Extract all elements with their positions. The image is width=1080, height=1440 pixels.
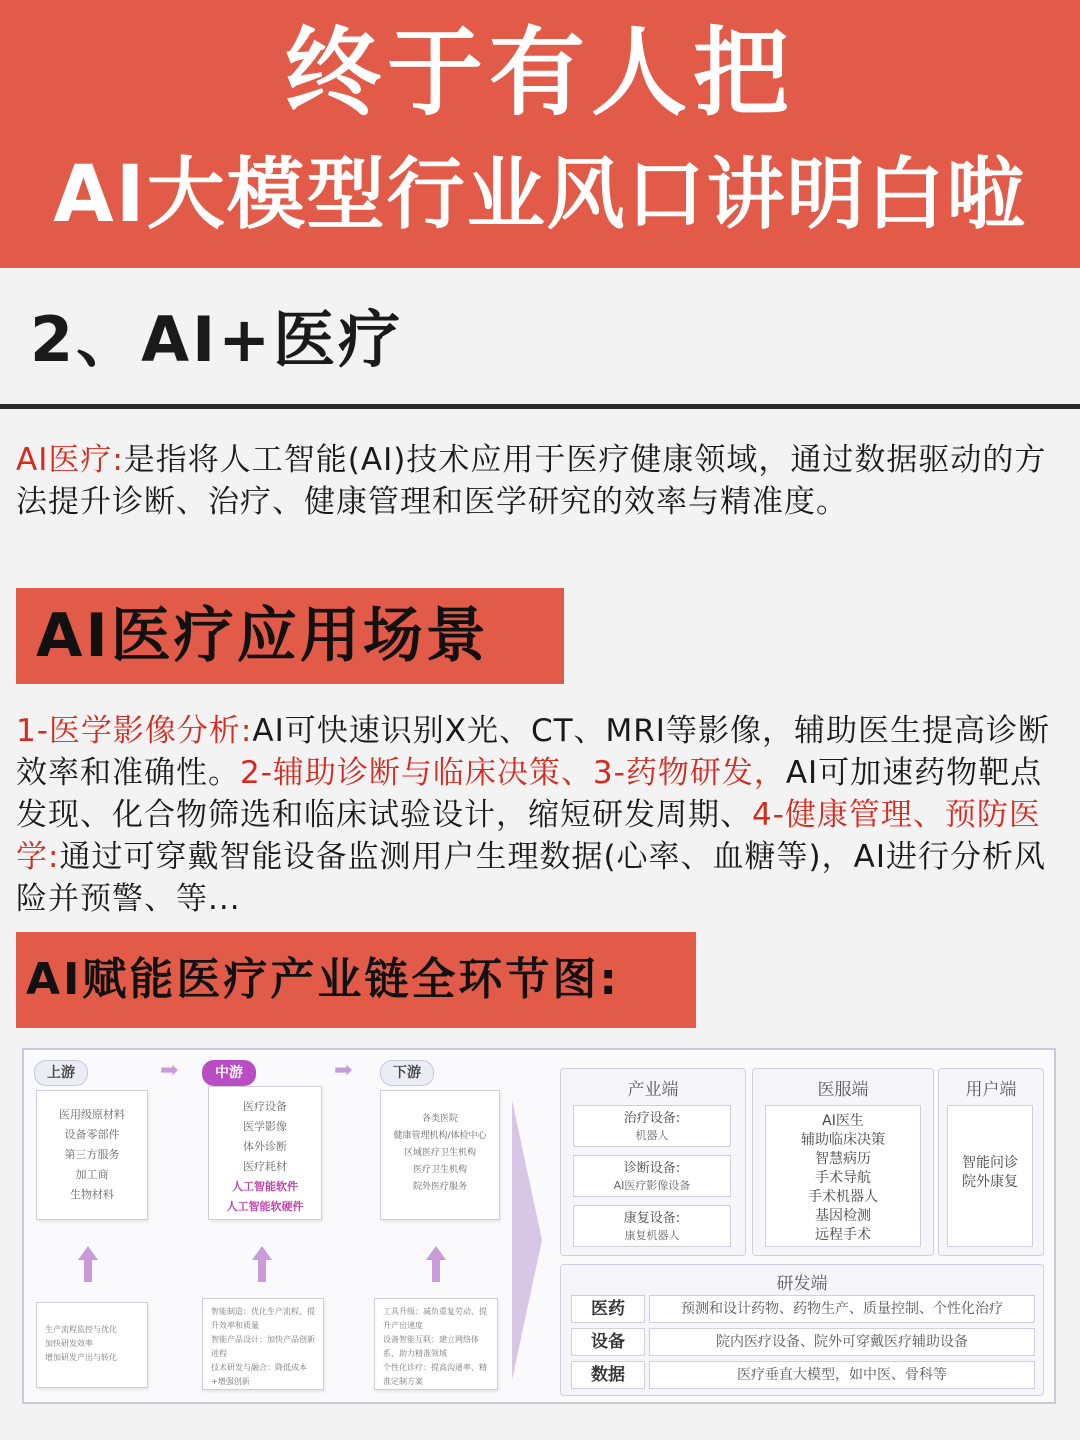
upstream-item: 加工商 — [75, 1168, 109, 1181]
arrow-right-icon: ➡ — [160, 1058, 179, 1083]
banner-title-line2: AI大模型行业风口讲明白啦 — [53, 150, 1027, 240]
arrow-up-icon — [78, 1246, 98, 1260]
downstream-item: 医疗卫生机构 — [412, 1165, 467, 1175]
midstream-box — [208, 1086, 322, 1220]
medical-box — [765, 1105, 921, 1247]
upstream-benefit: 生产流程监控与优化 — [45, 1325, 117, 1334]
downstream-item: 院外医疗服务 — [412, 1182, 467, 1192]
rd-panel — [560, 1264, 1044, 1396]
scenario-2-3-label: 2-辅助诊断与临床决策、3-药物研发， — [240, 755, 786, 791]
medical-title: 医服端 — [817, 1080, 869, 1100]
upstream-box — [36, 1090, 148, 1220]
rd-row-label: 医药 — [571, 1295, 645, 1323]
midstream-benefit: 技术研发与融合：降低成本+增强创新 — [211, 1363, 307, 1386]
midstream-benefit-box — [202, 1298, 324, 1390]
industry-box — [573, 1105, 731, 1147]
industry-box-detail: 机器人 — [635, 1129, 669, 1142]
rd-row-label: 设备 — [571, 1328, 645, 1356]
industry-box — [573, 1155, 731, 1197]
midstream-benefit: 智能产品设计：加快产品创新进程 — [211, 1335, 315, 1358]
rd-row-text: 院内医疗设备、院外可穿戴医疗辅助设备 — [649, 1328, 1035, 1356]
downstream-box — [380, 1090, 500, 1220]
industry-box-detail: 康复机器人 — [624, 1229, 680, 1242]
downstream-benefit-box — [374, 1298, 498, 1390]
medical-item: 智慧病历 — [815, 1151, 871, 1167]
user-panel — [938, 1068, 1044, 1256]
downstream-benefit: 工具升级：减负重复劳动、提升产出速度 — [383, 1307, 487, 1330]
chevron-right-icon — [512, 1100, 542, 1380]
upstream-benefit-box — [36, 1302, 148, 1388]
medical-item: AI医生 — [822, 1113, 864, 1129]
user-box — [947, 1105, 1033, 1247]
arrow-up-shaft — [258, 1260, 266, 1282]
arrow-up-icon — [426, 1246, 446, 1260]
industry-title: 产业端 — [627, 1080, 679, 1100]
upstream-item: 设备零部件 — [64, 1128, 120, 1141]
arrow-right-icon: ➡ — [334, 1058, 353, 1083]
downstream-item: 各类医院 — [421, 1114, 458, 1124]
intro-text: 是指将人工智能(AI)技术应用于医疗健康领域，通过数据驱动的方法提升诊断、治疗、健康管理和医学研究的效率与精准度。 — [16, 442, 1047, 520]
downstream-item: 健康管理机构/体检中心 — [393, 1131, 487, 1141]
scenario-4-text: 通过可穿戴智能设备监测用户生理数据(心率、血糖等)，AI进行分析风险并预警、等... — [16, 839, 1046, 917]
medical-panel — [752, 1068, 934, 1256]
section-title: 2、AI+医疗 — [30, 303, 404, 376]
upstream-item: 生物材料 — [70, 1188, 114, 1201]
upstream-label: 上游 — [34, 1060, 88, 1086]
arrow-up-shaft — [432, 1260, 440, 1282]
industry-box-detail: AI医疗影像设备 — [613, 1179, 691, 1192]
upstream-item: 第三方服务 — [64, 1148, 120, 1161]
midstream-label: 中游 — [202, 1060, 256, 1086]
industry-box-title: 治疗设备: — [623, 1111, 681, 1126]
downstream-benefit: 个性化诊疗：提高沟通率、精准定制方案 — [383, 1363, 487, 1386]
industry-box — [573, 1205, 731, 1247]
rd-row-text: 预测和设计药物、药物生产、质量控制、个性化治疗 — [649, 1295, 1035, 1323]
arrow-up-icon — [252, 1246, 272, 1260]
upstream-item: 医用级原材料 — [59, 1108, 125, 1121]
downstream-benefit: 设备智能互联：建立网络体系、助力精准领域 — [383, 1335, 479, 1358]
rd-row-text: 医疗垂直大模型，如中医、骨科等 — [649, 1361, 1035, 1389]
scenario-4-label: 4-健康管理、预防医学: — [16, 797, 1041, 875]
industry-chain-diagram — [22, 1048, 1056, 1404]
industry-box-title: 康复设备: — [623, 1211, 681, 1226]
midstream-highlight: 人工智能软件 — [232, 1180, 298, 1193]
midstream-item: 医疗设备 — [243, 1100, 287, 1113]
scenarios-paragraph — [16, 710, 1066, 920]
rd-row-label: 数据 — [571, 1361, 645, 1389]
medical-item: 基因检测 — [815, 1208, 871, 1224]
industry-panel — [560, 1068, 746, 1256]
intro-paragraph — [16, 439, 1066, 523]
industry-box-title: 诊断设备: — [623, 1161, 681, 1176]
intro-lead: AI医疗: — [16, 442, 124, 478]
arrow-up-shaft — [84, 1260, 92, 1282]
medical-item: 手术导航 — [815, 1170, 871, 1186]
scenario-1-text: AI可快速识别X光、CT、MRI等影像，辅助医生提高诊断效率和准确性。 — [16, 713, 1050, 791]
downstream-item: 区域医疗卫生机构 — [403, 1148, 476, 1158]
midstream-highlight: 人工智能软硬件 — [226, 1200, 304, 1213]
user-title: 用户端 — [965, 1080, 1017, 1100]
header-banner — [0, 0, 1080, 268]
scenario-3-text: AI可加速药物靶点发现、化合物筛选和临床试验设计，缩短研发周期、 — [16, 755, 1043, 833]
user-item: 院外康复 — [962, 1174, 1018, 1190]
rd-title: 研发端 — [776, 1274, 828, 1294]
upstream-benefit: 增加研发产出与转化 — [45, 1353, 117, 1362]
medical-item: 辅助临床决策 — [801, 1132, 885, 1148]
chain-tag: AI赋能医疗产业链全环节图: — [16, 932, 696, 1028]
upstream-benefit: 加快研发效率 — [45, 1339, 93, 1348]
medical-item: 手术机器人 — [808, 1189, 878, 1205]
scenario-1-label: 1-医学影像分析: — [16, 713, 253, 749]
midstream-item: 医学影像 — [243, 1120, 287, 1133]
midstream-item: 体外诊断 — [243, 1140, 287, 1153]
user-item: 智能问诊 — [962, 1155, 1018, 1171]
divider — [0, 404, 1080, 409]
banner-title-line1: 终于有人把 — [285, 17, 795, 129]
medical-item: 远程手术 — [815, 1227, 871, 1243]
midstream-benefit: 智能制造：优化生产流程、提升效率和质量 — [211, 1307, 315, 1330]
downstream-label: 下游 — [380, 1060, 434, 1086]
midstream-item: 医疗耗材 — [243, 1160, 287, 1173]
scenarios-tag: AI医疗应用场景 — [16, 588, 564, 684]
